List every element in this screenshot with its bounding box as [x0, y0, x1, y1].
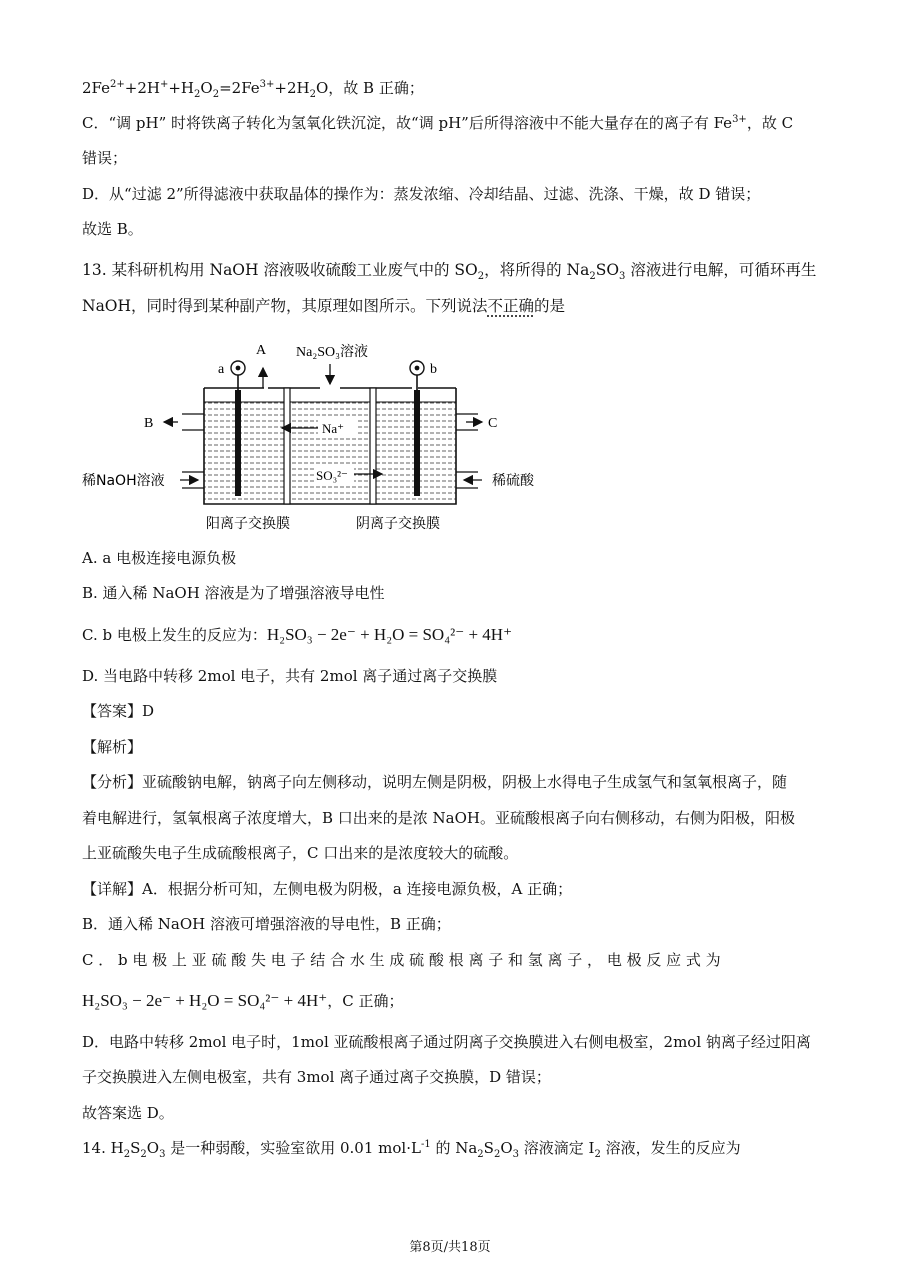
txt: NaOH，同时得到某种副产物，其原理如图所示。下列说法 — [82, 297, 488, 315]
cation-membrane — [284, 388, 290, 504]
txt: +H — [168, 79, 195, 97]
detail-line-2: B．通入稀 NaOH 溶液可增强溶液的导电性，B 正确； — [82, 915, 451, 933]
text-line-choose-b: 故选 B。 — [82, 220, 143, 238]
detail-line-6: 子交换膜进入左侧电极室，共有 3mol 离子通过离子交换膜，D 错误； — [82, 1068, 551, 1086]
sub: 2 — [212, 89, 220, 100]
txt: ，将所得的 Na — [484, 261, 590, 279]
analysis-line-1: 【分析】亚硫酸钠电解，钠离子向左侧移动，说明左侧是阴极，阴极上水得电子生成氢气和氢氧根离子，随 — [82, 773, 788, 791]
txt: 13. 某科研机构用 NaOH 溶液吸收硫酸工业废气中的 SO — [82, 261, 478, 279]
detail-line-4 — [82, 991, 403, 1011]
txt: S — [130, 1139, 141, 1157]
sup: -1 — [420, 1139, 431, 1150]
page-footer: 第8页/共18页 — [409, 1240, 491, 1255]
sup: 3+ — [259, 79, 275, 90]
txt: 2Fe — [82, 79, 111, 97]
option-b: B. 通入稀 NaOH 溶液是为了增强溶液导电性 — [82, 584, 385, 602]
terminal-dot — [236, 366, 241, 371]
sub: 2 — [309, 89, 316, 100]
detail-line-3: C ． b 电 极 上 亚 硫 酸 失 电 子 结 合 水 生 成 硫 酸 根 离 子 和 氢 离 子 ， 电 极 反 应 式 为 — [82, 951, 721, 969]
label-outlet-A: A — [256, 343, 267, 358]
electrode-b — [414, 390, 420, 496]
label-anion-membrane: 阴离子交换膜 — [356, 516, 440, 532]
label-outlet-C: C — [488, 416, 498, 431]
question-13-line2 — [82, 296, 565, 316]
txt: O，故 B 正确； — [315, 79, 424, 97]
sub: 2 — [123, 1149, 131, 1160]
detail-line-1: 【详解】A．根据分析可知，左侧电极为阴极，a 连接电源负极，A 正确； — [82, 880, 573, 898]
sub: 2 — [493, 1149, 501, 1160]
terminal-dot — [415, 366, 420, 371]
txt: =2Fe — [219, 79, 260, 97]
detail-line-7: 故答案选 D。 — [82, 1104, 174, 1122]
label-h2so4: 稀硫酸 — [492, 473, 534, 489]
txt: SO — [595, 261, 620, 279]
txt: 溶液滴定 I — [519, 1139, 595, 1157]
sub: 2 — [140, 1149, 147, 1160]
sub: 2 — [589, 271, 596, 283]
txt: +2H — [124, 79, 160, 97]
question-13-line1 — [82, 260, 817, 283]
txt: 溶液，发生的反应为 — [600, 1139, 741, 1157]
txt: 溶液进行电解，可循环再生 — [625, 261, 817, 279]
txt: C．“调 pH” 时将铁离子转化为氢氧化铁沉淀，故“调 pH”后所得溶液中不能大量存在的离子有 Fe — [82, 114, 733, 132]
electrode-a — [235, 390, 241, 496]
label-outlet-B: B — [144, 416, 154, 431]
emphasis-text: 不正确 — [487, 297, 535, 315]
txt: +2H — [274, 79, 310, 97]
option-a: A. a 电极连接电源负极 — [82, 549, 237, 567]
txt: C. b 电极上发生的反应为： — [82, 626, 267, 644]
pipe-b — [182, 414, 204, 430]
txt: O — [500, 1139, 513, 1157]
txt: 的是 — [534, 297, 566, 315]
label-naoh: 稀NaOH溶液 — [82, 473, 165, 489]
label-cation-membrane: 阳离子交换膜 — [206, 516, 290, 532]
label-so3-ion: SO₃²⁻ — [316, 468, 348, 483]
electrolysis-diagram — [82, 340, 562, 540]
txt: ，C 正确； — [327, 992, 404, 1010]
text-line-option-c-prev — [82, 113, 793, 133]
sub: 2 — [477, 1149, 484, 1160]
sub: 3 — [512, 1149, 520, 1160]
label-a: a — [218, 362, 225, 377]
question-14-line1 — [82, 1138, 741, 1158]
text-line-option-c-prev-cont: 错误； — [82, 149, 128, 167]
text-line-fe-equation — [82, 78, 424, 98]
analysis-line-3: 上亚硫酸失电子生成硫酸根离子，C 口出来的是浓度较大的硫酸。 — [82, 844, 519, 862]
txt: S — [483, 1139, 494, 1157]
option-c — [82, 625, 512, 645]
answer: 【答案】D — [82, 702, 155, 720]
label-feed: Na₂SO₃溶液 — [296, 345, 368, 360]
sub: 3 — [619, 271, 626, 283]
txt: O — [146, 1139, 160, 1157]
sub: 3 — [159, 1149, 166, 1160]
txt: 14. H — [82, 1139, 124, 1157]
option-d: D. 当电路中转移 2mol 电子，共有 2mol 离子通过离子交换膜 — [82, 667, 498, 685]
detail-line-5: D．电路中转移 2mol 电子时，1mol 亚硫酸根离子通过阴离子交换膜进入右侧电极室，2mol 钠离子经过阳离 — [82, 1033, 811, 1051]
txt: 的 Na — [430, 1139, 478, 1157]
sub: 2 — [194, 89, 201, 100]
analysis-heading: 【解析】 — [82, 738, 143, 756]
equation: H₂SO₃ − 2e⁻ + H₂O = SO₄²⁻ + 4H⁺ — [82, 991, 328, 1010]
text-line-option-d-prev: D．从“过滤 2”所得滤液中获取晶体的操作为：蒸发浓缩、冷却结晶、过滤、洗涤、干燥，故 D 错误； — [82, 185, 761, 203]
sub: 2 — [477, 271, 485, 283]
txt: 是一种弱酸，实验室欲用 0.01 mol·L — [165, 1139, 421, 1157]
txt: O — [200, 79, 213, 97]
txt: ，故 C — [746, 114, 794, 132]
sub: 2 — [594, 1149, 601, 1160]
label-na-ion: Na⁺ — [322, 421, 345, 436]
anion-membrane — [370, 388, 376, 504]
sup: + — [159, 79, 169, 90]
equation: H₂SO₃ − 2e⁻ + H₂O = SO₄²⁻ + 4H⁺ — [266, 625, 513, 644]
analysis-line-2: 着电解进行，氢氧根离子浓度增大，B 口出来的是浓 NaOH。亚硫酸根离子向右侧移动，右侧为阳极，阳极 — [82, 809, 796, 827]
sup: 3+ — [732, 114, 747, 125]
sup: 2+ — [110, 79, 125, 90]
label-b: b — [430, 362, 437, 377]
